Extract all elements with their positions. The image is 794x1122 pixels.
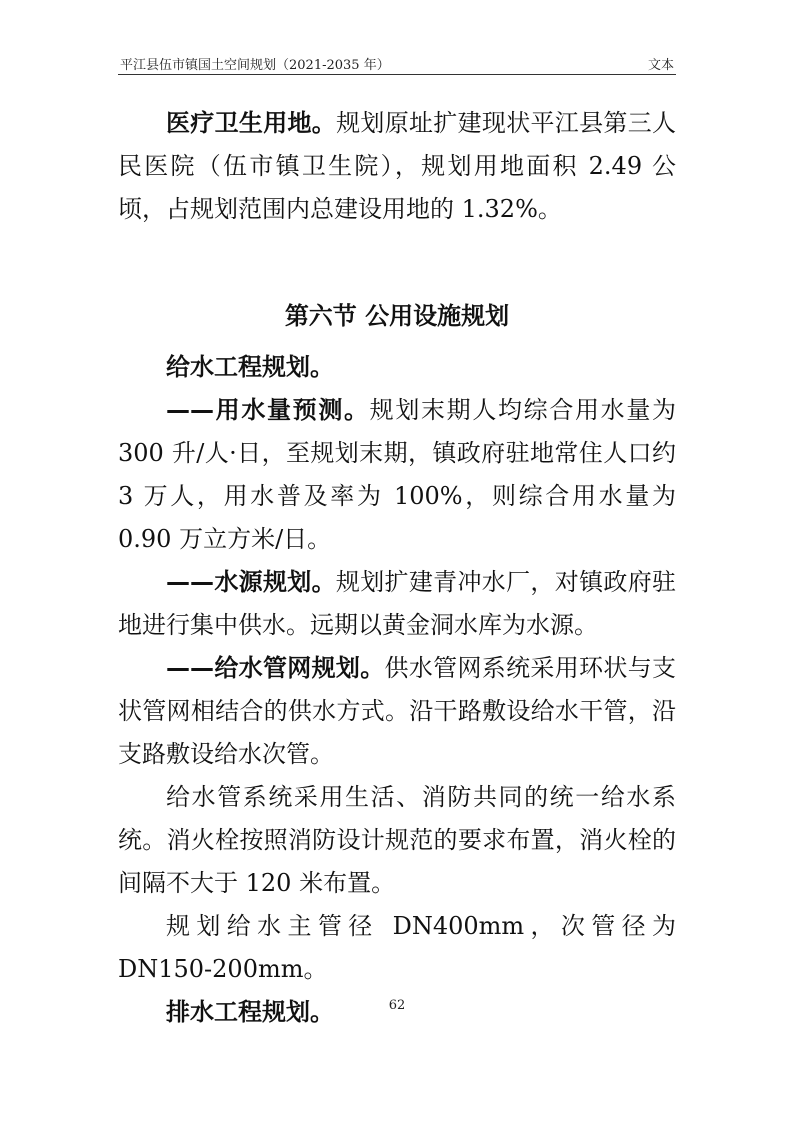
page-number: 62 bbox=[388, 998, 406, 1013]
paragraph-lead: ——用水量预测。 bbox=[166, 396, 370, 424]
paragraph-medical-land bbox=[118, 102, 676, 231]
paragraph-water-demand bbox=[118, 389, 676, 561]
paragraph-text: 规划给水主管径 DN400mm，次管径为 DN150-200mm。 bbox=[118, 912, 676, 983]
paragraph-pipe-diameter bbox=[118, 905, 676, 991]
header-title: 平江县伍市镇国土空间规划（2021-2035 年） bbox=[120, 58, 390, 73]
paragraph-text: 规划末期人均综合用水量为 300 升/人·日，至规划末期，镇政府驻地常住人口约 3 万人，用水普及率为 100%，则综合用水量为 0.90 万立方米/日。 bbox=[118, 396, 677, 553]
paragraph-water-source bbox=[118, 561, 676, 647]
paragraph-text: 给水管系统采用生活、消防共同的统一给水系统。消火栓按照消防设计规范的要求布置，消火栓的间隔不大于 120 米布置。 bbox=[118, 783, 676, 897]
section-spacer-small bbox=[118, 338, 676, 346]
section-title: 第六节 公用设施规划 bbox=[284, 302, 510, 330]
paragraph-lead: ——水源规划。 bbox=[166, 568, 336, 596]
drainage-heading: 排水工程规划。 bbox=[166, 998, 334, 1026]
paragraph-pipe-network bbox=[118, 647, 676, 776]
water-supply-heading-paragraph bbox=[118, 346, 676, 389]
paragraph-lead: ——给水管网规划。 bbox=[166, 654, 385, 682]
paragraph-text: 供水管网系统采用环状与支状管网相结合的供水方式。沿干路敷设给水干管，沿支路敷设给水次管。 bbox=[118, 654, 677, 768]
water-supply-heading: 给水工程规划。 bbox=[166, 353, 334, 381]
paragraph-text: 规划扩建青冲水厂，对镇政府驻地进行集中供水。远期以黄金洞水库为水源。 bbox=[118, 568, 677, 639]
document-body bbox=[118, 102, 676, 1034]
paragraph-text: 规划原址扩建现状平江县第三人民医院（伍市镇卫生院），规划用地面积 2.49 公顷，占规划范围内总建设用地的 1.32%。 bbox=[118, 109, 677, 223]
section-spacer bbox=[118, 231, 676, 295]
paragraph-lead: 医疗卫生用地。 bbox=[166, 109, 337, 137]
header-rule bbox=[118, 74, 676, 75]
header-doc-type: 文本 bbox=[647, 58, 674, 73]
paragraph-fire-hydrant bbox=[118, 776, 676, 905]
